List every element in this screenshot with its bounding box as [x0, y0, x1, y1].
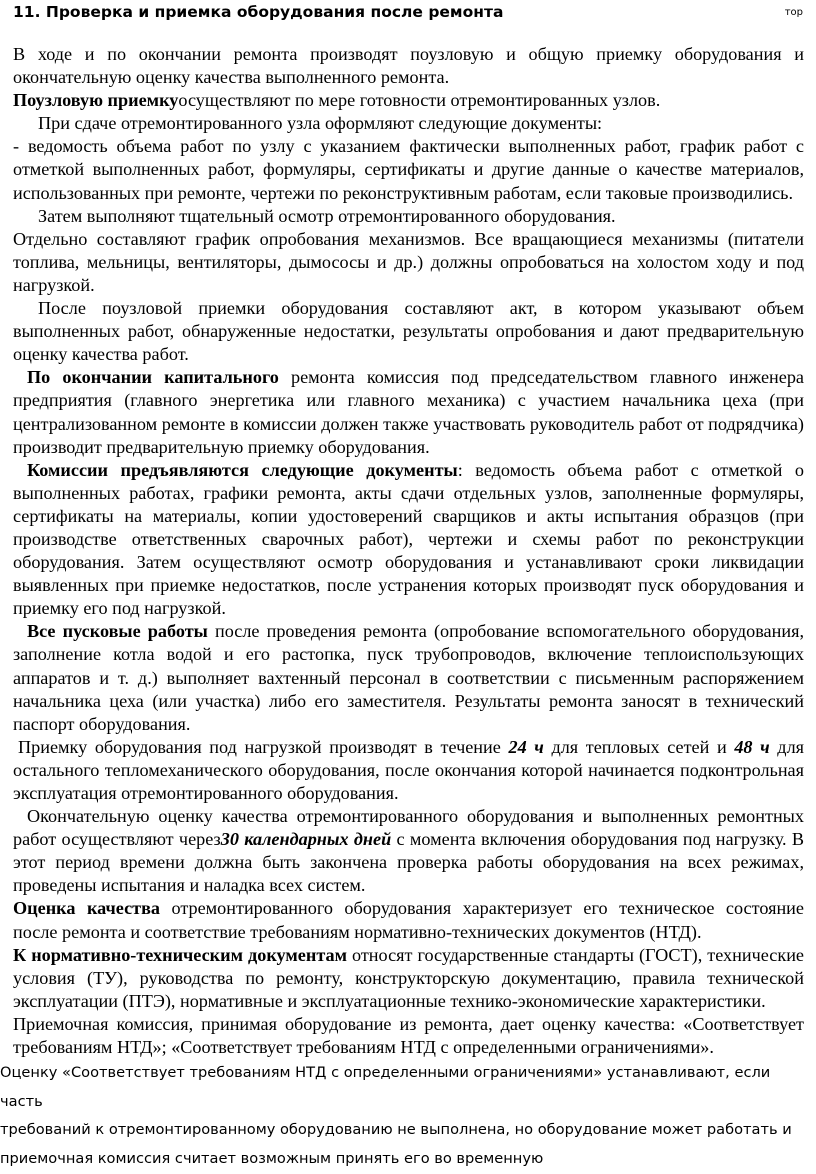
footer-text — [0, 1059, 812, 1173]
paragraph-documents-lead: При сдаче отремонтированного узла оформляют следующие документы: — [38, 113, 603, 134]
paragraph-testing-schedule: Отдельно составляют график опробования механизмов. Все вращающиеся механизмы (питатели топлива, мельницы, вентиляторы, дымососы и др.) должны опробоваться на холостом ходу и под нагрузкой. — [13, 228, 804, 295]
bold-term: К нормативно-техническим документам — [13, 944, 347, 965]
paragraph-intro: В ходе и по окончании ремонта производят поузловую и общую приемку оборудования и окончательную оценку качества выполненного ремонта. — [13, 44, 804, 88]
paragraph-quality-assessment: Оценка качества отремонтированного оборудования характеризует его техническое состояние после ремонта и соответствие требованиям нормативно-технических документов (НТД). — [13, 898, 804, 942]
page-header — [13, 3, 803, 27]
bold-term: Поузловую приемку — [13, 90, 179, 111]
paragraph-act: После поузловой приемки оборудования составляют акт, в котором указывают объем выполненных работ, обнаруженные недостатки, результаты опробования и дают предварительную оценку качества работ. — [13, 298, 804, 365]
paragraph-final-assessment: Окончательную оценку качества отремонтированного оборудования и выполненных ремонтных работ осуществляют через30 календарных дней с момента включения оборудования под нагрузку. В этот период времени должна быть закончена проверка работы оборудования на всех режимах, проведены испытания и наладка всех систем. — [13, 806, 804, 896]
emphasis-30-days: 30 календарных дней — [220, 829, 392, 850]
bold-term: Комиссии предъявляются следующие документы — [27, 459, 458, 480]
paragraph-documents-list: - ведомость объема работ по узлу с указанием фактически выполненных работ, график работ с отметкой выполненных работ, формуляры, сертификаты и другие данные о качестве материалов, использованных при ремонте, чертежи по реконструктивным работам, если таковые производились. — [13, 136, 804, 203]
paragraph-acceptance-commission: Приемочная комиссия, принимая оборудование из ремонта, дает оценку качества: «Соответствует требованиям НТД»; «Соответствует требованиям НТД с определенными ограничениями». — [13, 1013, 804, 1058]
paragraph-startup-work: Все пусковые работы после проведения ремонта (опробование вспомогательного оборудования, заполнение котла водой и его растопка, пуск трубопроводов, включение теплоиспользующих аппаратов и т. д.) выполняет вахтенный персонал в соответствии с письменным распоряжением начальника цеха (или участка) либо его заместителя. Результаты ремонта заносят в технический паспорт оборудования. — [13, 621, 805, 734]
paragraph-inspection: Затем выполняют тщательный осмотр отремонтированного оборудования. — [38, 205, 616, 226]
page-title: 11. Проверка и приемка оборудования после ремонта — [13, 3, 504, 21]
emphasis-48h: 48 ч — [734, 736, 770, 757]
paragraph-unit-acceptance: Поузловую приемкуосуществляют по мере готовности отремонтированных узлов. — [13, 90, 661, 111]
bold-term: Оценка качества — [13, 898, 160, 919]
footer-line: Оценку «Соответствует требованиям НТД с определенными ограничениями» устанавливают, если часть — [0, 1064, 771, 1110]
paragraph-normative-docs: К нормативно-техническим документам относят государственные стандарты (ГОСТ), технические условия (ТУ), руководства по ремонту, конструкторскую документацию, правила технической эксплуатации (ПТЭ), нормативные и эксплуатационные технико-экономические характеристики. — [13, 944, 805, 1011]
footer-line: требований к отремонтированному оборудованию не выполнена, но оборудование может работать и — [0, 1121, 792, 1139]
corner-label: тор — [784, 7, 803, 18]
emphasis-24h: 24 ч — [508, 736, 544, 757]
bold-term: По окончании капитального — [27, 367, 279, 388]
paragraph-commission-documents: Комиссии предъявляются следующие документы: ведомость объема работ с отметкой о выполненных работах, графики ремонта, акты сдачи отдельных узлов, заполненные формуляры, сертификаты на материалы, копии удостоверений сварщиков и акты испытания образцов (при производстве ответственных сварочных работ), чертежи и схемы работ по реконструкции оборудования. Затем осуществляют осмотр оборудования и устанавливают сроки ликвидации выявленных при приемке недостатков, после устранения которых производят пуск оборудования и приемку его под нагрузкой. — [13, 459, 804, 619]
document-body — [13, 43, 804, 1059]
paragraph-load-acceptance: Приемку оборудования под нагрузкой производят в течение 24 ч для тепловых сетей и 48 ч для остального тепломеханического оборудования, после окончания которой начинается подконтрольная эксплуатация отремонтированного оборудования. — [13, 736, 805, 803]
footer-line: приемочная комиссия считает возможным принять его во временную — [0, 1149, 544, 1167]
bold-term: Все пусковые работы — [27, 621, 208, 642]
paragraph-commission: По окончании капитального ремонта комиссия под председательством главного инженера предприятия (главного энергетика или главного механика) с участием начальника цеха (при централизованном ремонте в комиссии должен также участвовать руководитель работ от подрядчика) производит предварительную приемку оборудования. — [13, 367, 805, 457]
